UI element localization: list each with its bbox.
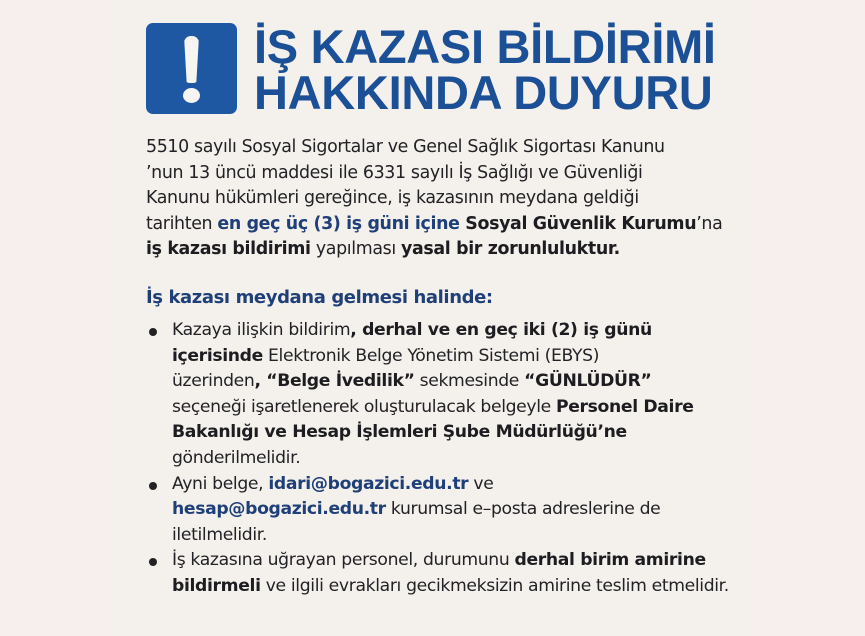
list-item: Kazaya ilişkin bildirim, derhal ve en geç iki (2) iş günü içerisinde Elektronik Belge Yönetim Sistemi (EBYS) üzerinden, “Belge İvedilik” sekmesinde “GÜNLÜDÜR” seçeneği işaretlenerek oluşturulacak belgeyle Personel Daire Bakanlığı ve Hesap İşlemleri Şube Müdürlüğü’ne gönderilmelidir.: [146, 318, 746, 472]
intro-text: tarihten: [146, 213, 218, 234]
notice-header: [146, 20, 716, 119]
page-title: [254, 20, 716, 119]
title-line-2: HAKKINDA DUYURU: [254, 66, 713, 119]
intro-line: Kanunu hükümleri gereğince, iş kazasının meydana geldiği: [146, 188, 639, 209]
email-link-hesap[interactable]: hesap@bogazici.edu.tr: [172, 499, 386, 520]
title-line-1: İŞ KAZASI BİLDİRİMİ: [254, 20, 716, 73]
intro-line: ’nun 13 üncü maddesi ile 6331 sayılı İş Sağlığı ve Güvenliği: [146, 162, 643, 183]
bullet-icon: [149, 482, 157, 490]
bullet-icon: [149, 328, 157, 336]
deadline-highlight: en geç üç (3) iş güni içine: [217, 213, 460, 234]
exclamation-icon: [146, 23, 237, 114]
legal-obligation: yasal bir zorunluluktur.: [401, 239, 620, 260]
intro-paragraph: [146, 135, 746, 263]
instruction-list: [146, 318, 746, 600]
intro-line: [146, 212, 746, 238]
intro-text: ’na: [696, 213, 723, 234]
institution-name: Sosyal Güvenlik Kurumu: [459, 213, 697, 234]
list-item: Ayni belge, idari@bogazici.edu.tr ve hesap@bogazici.edu.tr kurumsal e–posta adreslerine de iletilmelidir.: [146, 472, 746, 549]
bullet-icon: [149, 558, 157, 566]
notification-term: iş kazası bildirimi: [146, 239, 311, 260]
intro-line: [146, 237, 746, 263]
section-heading: İş kazası meydana gelmesi halinde:: [146, 287, 493, 308]
intro-text: yapılması: [310, 239, 402, 260]
intro-line: 5510 sayılı Sosyal Sigortalar ve Genel Sağlık Sigortası Kanunu: [146, 137, 665, 157]
list-item: İş kazasına uğrayan personel, durumunu derhal birim amirine bildirmeli ve ilgili evrakları gecikmeksizin amirine teslim etmelidir.: [146, 548, 746, 599]
email-link-idari[interactable]: idari@bogazici.edu.tr: [268, 473, 469, 494]
